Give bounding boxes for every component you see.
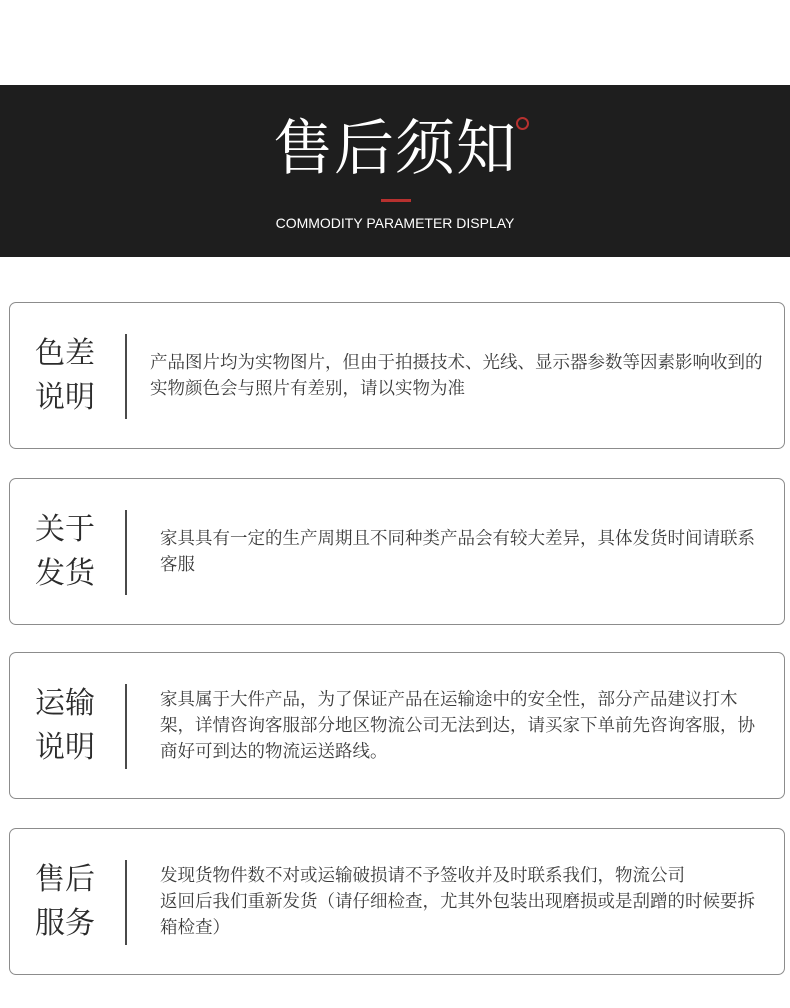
card-divider — [125, 860, 127, 945]
card-label — [30, 682, 100, 770]
card-label-line1: 运输 — [35, 686, 95, 721]
card-text-block — [160, 479, 768, 624]
card-label-line1: 售后 — [35, 862, 95, 897]
card-text-block — [150, 303, 768, 448]
card-text-line1: 发现货物件数不对或运输破损请不予签收并及时联系我们，物流公司 — [160, 865, 685, 886]
card-shipping — [9, 478, 785, 625]
card-text-line2: 返回后我们重新发货（请仔细检查，尤其外包装出现磨损或是刮蹭的时候要拆箱检查） — [160, 891, 755, 938]
page-title: 售后须知 — [273, 114, 517, 184]
card-text-block — [160, 653, 768, 798]
header-banner — [0, 85, 790, 257]
title-underline — [381, 199, 411, 202]
card-text — [160, 863, 768, 941]
card-text-block — [160, 829, 768, 974]
card-label-line2: 说明 — [35, 730, 95, 765]
card-transport — [9, 652, 785, 799]
card-label — [30, 508, 100, 596]
card-text: 产品图片均为实物图片，但由于拍摄技术、光线、显示器参数等因素影响收到的实物颜色会与照片有差别，请以实物为准 — [150, 352, 763, 399]
card-label-line2: 说明 — [35, 380, 95, 415]
title-degree-mark — [516, 117, 529, 130]
card-text: 家具属于大件产品，为了保证产品在运输途中的安全性，部分产品建议打木架，详情咨询客服部分地区物流公司无法到达，请买家下单前先咨询客服，协商好可到达的物流运送路线。 — [160, 689, 755, 762]
card-label-line1: 关于 — [35, 512, 95, 547]
card-divider — [125, 334, 127, 419]
card-divider — [125, 684, 127, 769]
card-after-sales — [9, 828, 785, 975]
page-subtitle: COMMODITY PARAMETER DISPLAY — [275, 215, 515, 231]
card-text: 家具具有一定的生产周期且不同种类产品会有较大差异，具体发货时间请联系客服 — [160, 528, 755, 575]
card-divider — [125, 510, 127, 595]
card-label-line2: 服务 — [35, 906, 95, 941]
card-label-line2: 发货 — [35, 556, 95, 591]
card-color-difference — [9, 302, 785, 449]
card-label — [30, 858, 100, 946]
card-label-line1: 色差 — [35, 336, 95, 371]
card-label — [30, 332, 100, 420]
